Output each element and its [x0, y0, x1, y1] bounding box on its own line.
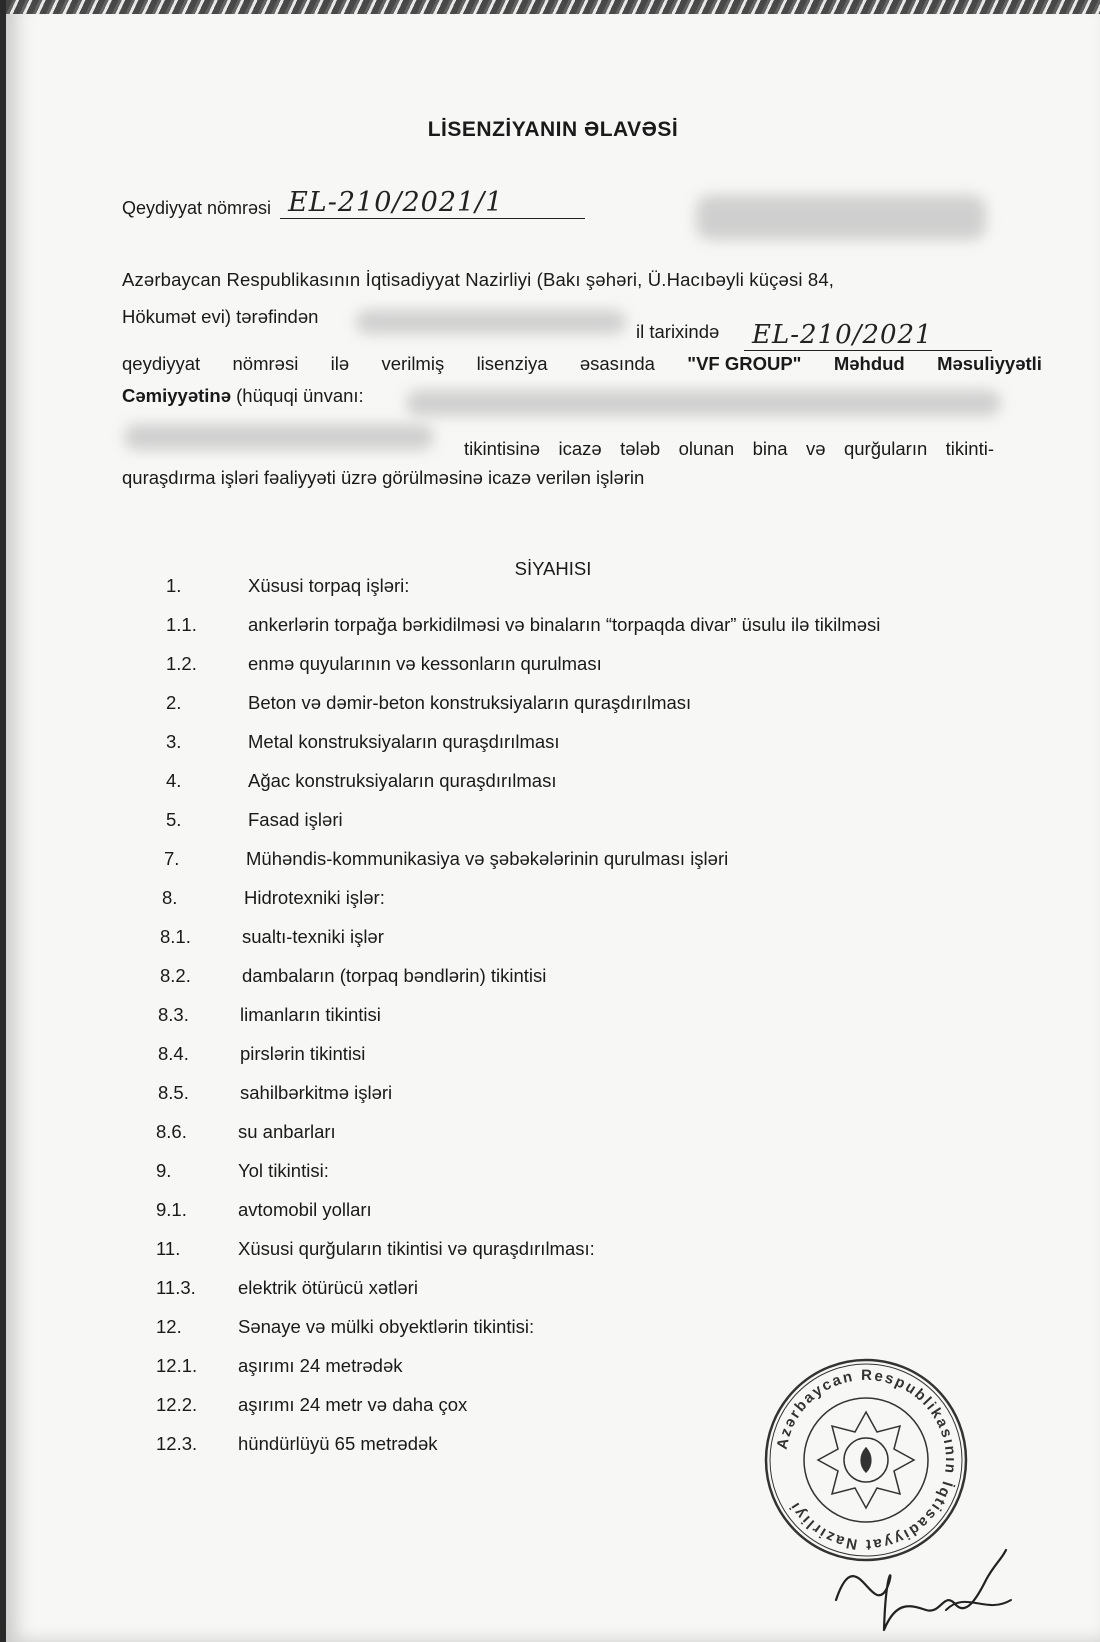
list-item-number: 2. — [166, 692, 182, 713]
registration-line — [280, 188, 585, 219]
list-item-number: 12.1. — [156, 1355, 198, 1376]
list-item-number: 4. — [166, 770, 182, 791]
word: bina — [752, 438, 788, 459]
document-page — [6, 0, 1100, 1642]
list-item-text: dambaların (torpaq bəndlərin) tikintisi — [242, 965, 547, 986]
document-title: LİSENZİYANIN ƏLAVƏSİ — [427, 118, 679, 141]
list-item-number: 12. — [156, 1316, 182, 1337]
list-item-text: Beton və dəmir-beton konstruksiyaların quraşdırılması — [248, 692, 692, 713]
list-item-number: 1.1. — [166, 614, 197, 635]
list-item-number: 11. — [156, 1238, 181, 1259]
seal-text: Azərbaycan Respublikasının İqtisadiyyat Nazirliyi — [773, 1366, 960, 1554]
paragraph-line-5 — [464, 438, 994, 460]
list-item-number: 8.2. — [160, 965, 191, 986]
paragraph-line-1: Azərbaycan Respublikasının İqtisadiyyat Nazirliyi (Bakı şəhəri, Ü.Hacıbəyli küçəsi 84, — [122, 269, 835, 290]
word: və — [806, 438, 826, 459]
list-item-number: 1. — [166, 575, 182, 596]
list-item-number: 8.4. — [158, 1043, 189, 1064]
list-item-text: sualtı-texniki işlər — [242, 926, 384, 947]
list-item-text: Metal konstruksiyaların quraşdırılması — [248, 731, 560, 752]
date-line — [744, 318, 992, 351]
list-item-number: 8.6. — [156, 1121, 187, 1142]
word: verilmiş — [381, 353, 445, 374]
list-item-text: aşırımı 24 metrədək — [238, 1355, 403, 1376]
list-item-text: sahilbərkitmə işləri — [240, 1082, 393, 1103]
paragraph-line-3 — [122, 353, 1042, 375]
list-item-text: Fasad işləri — [248, 809, 343, 830]
list-item-text: Ağac konstruksiyaların quraşdırılması — [248, 770, 557, 791]
redacted-area — [356, 310, 626, 334]
list-item-text: Yol tikintisi: — [238, 1160, 329, 1181]
list-item-number: 8.3. — [158, 1004, 189, 1025]
list-item-text: Hidrotexniki işlər: — [244, 887, 385, 908]
torn-edge — [6, 0, 1100, 14]
list-item-number: 8.5. — [158, 1082, 189, 1103]
list-item-number: 12.3. — [156, 1433, 198, 1454]
word: nömrəsi — [232, 353, 299, 374]
list-item-text: aşırımı 24 metr və daha çox — [238, 1394, 468, 1415]
redacted-address — [124, 424, 434, 450]
company-name: "VF GROUP" — [687, 353, 802, 374]
paragraph-line-2-start: Hökumət evi) tərəfindən — [122, 306, 319, 327]
list-item-text: avtomobil yolları — [238, 1199, 372, 1220]
list-item-text: limanların tikintisi — [240, 1004, 381, 1025]
registration-label: Qeydiyyat nömrəsi — [122, 198, 272, 218]
signature-icon — [826, 1520, 1016, 1640]
list-item-text: elektrik ötürücü xətləri — [238, 1277, 418, 1298]
word: tikinti- — [945, 438, 994, 459]
list-item-number: 9.1. — [156, 1199, 187, 1220]
registration-row — [122, 188, 585, 219]
list-item-number: 8. — [162, 887, 178, 908]
list-heading: SİYAHISI — [514, 558, 592, 579]
list-item-number: 7. — [164, 848, 180, 869]
word: Məhdud — [833, 353, 905, 374]
list-item-text: Mühəndis-kommunikasiya və şəbəkələrinin qurulması işləri — [246, 848, 729, 869]
list-item-text: Sənaye və mülki obyektlərin tikintisi: — [238, 1316, 535, 1337]
list-item-text: Xüsusi qurğuların tikintisi və quraşdırılması: — [238, 1238, 595, 1259]
word: qurğuların — [843, 438, 928, 459]
list-item-number: 12.2. — [156, 1394, 198, 1415]
word: ilə — [330, 353, 350, 374]
list-item-text: su anbarları — [238, 1121, 336, 1142]
list-item-number: 8.1. — [160, 926, 191, 947]
list-item-text: Xüsusi torpaq işləri: — [248, 575, 410, 596]
list-item-number: 5. — [166, 809, 182, 830]
word: lisenziya — [476, 353, 548, 374]
list-item-number: 9. — [156, 1160, 172, 1181]
list-item-text: enmə quyularının və kessonların qurulması — [248, 653, 602, 674]
list-item-text: pirslərin tikintisi — [240, 1043, 366, 1064]
date-label: il tarixində — [636, 321, 720, 342]
legal-address-label: (hüquqi ünvanı: — [236, 385, 364, 406]
word: olunan — [678, 438, 735, 459]
list-item-number: 11.3. — [156, 1277, 196, 1298]
paragraph-line-6: quraşdırma işləri fəaliyyəti üzrə görülməsinə icazə verilən işlərin — [122, 467, 645, 488]
word: tikintisinə — [464, 438, 541, 459]
redacted-area — [696, 195, 986, 240]
date-number-handwritten: EL-210/2021 — [752, 320, 933, 350]
word: qeydiyyat — [122, 353, 201, 374]
list-item-number: 1.2. — [166, 653, 197, 674]
word: icazə — [558, 438, 602, 459]
list-item-number: 3. — [166, 731, 182, 752]
registration-number-handwritten: EL-210/2021/1 — [288, 187, 504, 218]
word: tələb — [620, 438, 661, 459]
word: əsasında — [579, 353, 655, 374]
word: Məsuliyyətli — [937, 353, 1042, 374]
redacted-address — [406, 390, 1001, 416]
list-item-text: ankerlərin torpağa bərkidilməsi və binaların “torpaqda divar” üsulu ilə tikilməsi — [248, 614, 881, 635]
list-item-text: hündürlüyü 65 metrədək — [238, 1433, 438, 1454]
word: Cəmiyyətinə — [122, 385, 231, 406]
